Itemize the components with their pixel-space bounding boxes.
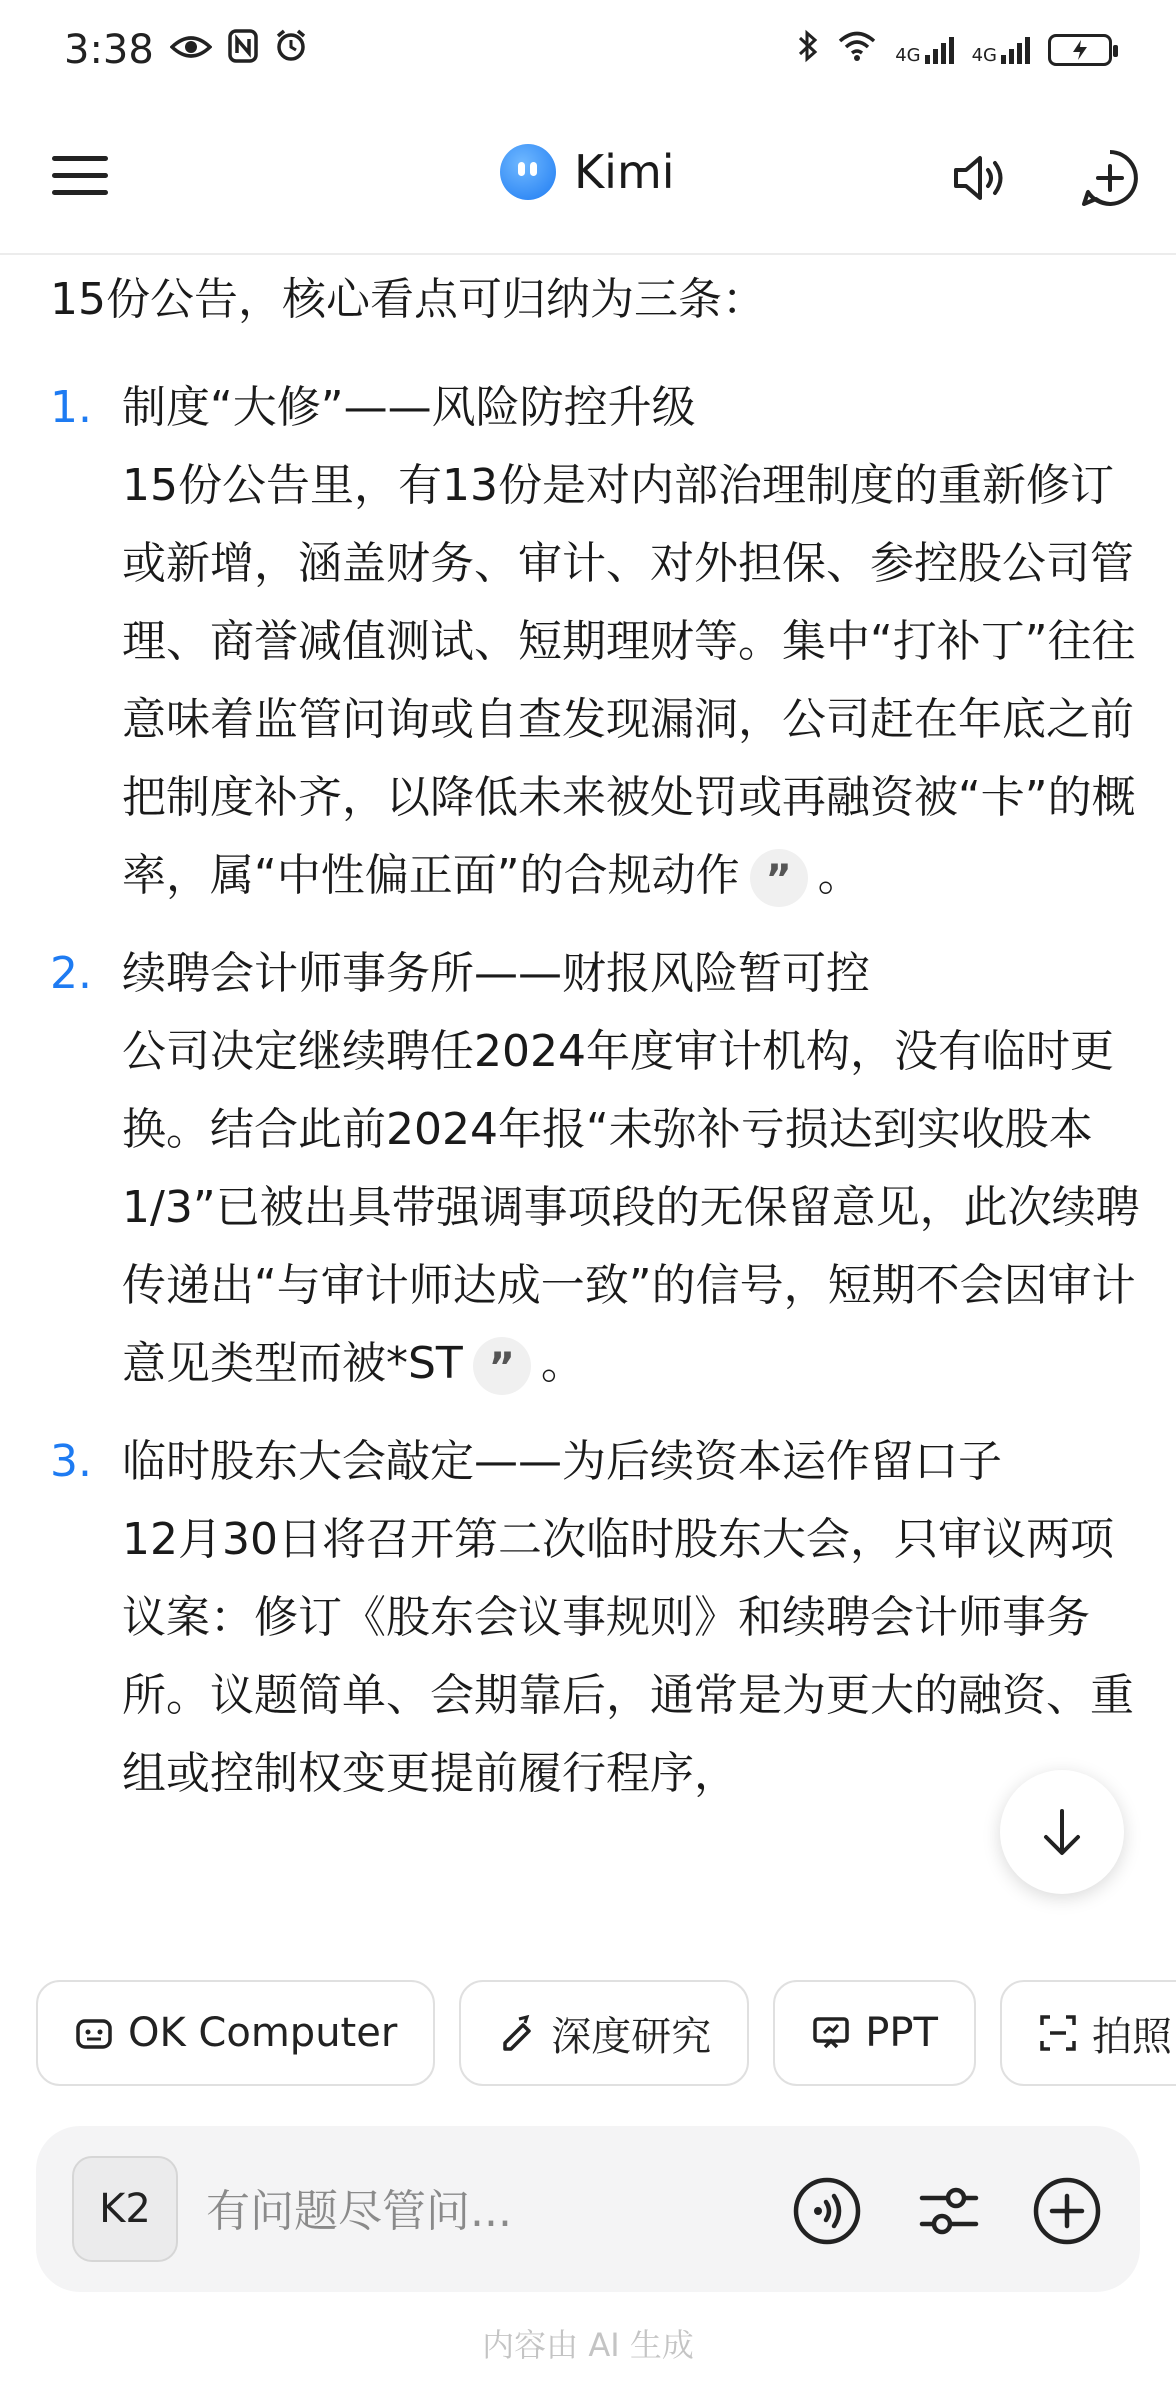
ppt-icon: [811, 2013, 851, 2053]
wifi-icon: [837, 30, 877, 71]
chip-label: 深度研究: [551, 2013, 712, 2060]
arrow-down-icon: [1040, 1807, 1084, 1857]
chip-deep-research[interactable]: [459, 1980, 749, 2086]
list-item: [50, 1423, 1140, 1813]
chip-ok-computer[interactable]: [36, 1980, 435, 2086]
robot-icon: [74, 2013, 114, 2053]
item-text-wrap: [122, 447, 1140, 915]
menu-icon: [52, 156, 108, 195]
app-header: [0, 100, 1176, 255]
chip-ppt[interactable]: [773, 1980, 976, 2086]
bluetooth-icon: [797, 28, 819, 73]
alarm-icon: [274, 27, 308, 73]
citation-icon[interactable]: ”: [750, 849, 808, 907]
brand: [500, 144, 675, 200]
voice-button[interactable]: [792, 2176, 862, 2246]
citation-icon[interactable]: ”: [473, 1337, 531, 1395]
research-icon: [497, 2013, 537, 2053]
attach-button[interactable]: [1032, 2176, 1102, 2246]
item-heading: 续聘会计师事务所——财报风险暂可控: [122, 948, 870, 999]
voice-wave-icon: [792, 2176, 862, 2246]
new-chat-icon: [1080, 148, 1140, 208]
message-intro: 15份公告，核心看点可归纳为三条：: [50, 274, 766, 325]
status-left: [64, 27, 308, 73]
item-number: 1.: [50, 382, 92, 433]
item-text-wrap: [122, 1013, 1140, 1403]
signal-4g-icon: 4G: [895, 35, 953, 65]
new-chat-button[interactable]: [1080, 148, 1140, 208]
settings-button[interactable]: [914, 2176, 984, 2246]
item-end: 。: [817, 850, 862, 901]
chip-label: PPT: [865, 2010, 938, 2056]
scroll-to-bottom-button[interactable]: [1000, 1770, 1124, 1894]
menu-button[interactable]: [52, 148, 108, 204]
app-title: Kimi: [574, 145, 675, 199]
item-body: [122, 935, 1140, 1403]
chip-label: OK Computer: [128, 2010, 398, 2056]
message-input[interactable]: [204, 2170, 768, 2252]
scan-icon: [1038, 2013, 1078, 2053]
signal-4g-icon: 4G: [972, 35, 1030, 65]
item-text: 公司决定继续聘任2024年度审计机构，没有临时更换。结合此前2024年报“未弥补亏损达到实收股本1/3”已被出具带强调事项段的无保留意见，此次续聘传递出“与审计师达成一致”的信号，短期不会因审计意见类型而被*ST: [122, 1026, 1140, 1389]
eye-icon: [170, 30, 212, 71]
item-text: 12月30日将召开第二次临时股东大会，只审议两项议案：修订《股东会议事规则》和续聘会计师事务所。议题简单、会期靠后，通常是为更大的融资、重组或控制权变更提前履行程序，: [122, 1514, 1134, 1799]
list-item: [50, 369, 1140, 915]
status-right: [797, 28, 1112, 73]
kimi-logo-icon: [500, 144, 556, 200]
assistant-message: [50, 255, 1140, 1950]
item-heading: 制度“大修”——风险防控升级: [122, 382, 696, 433]
speaker-icon: [948, 148, 1008, 208]
model-selector[interactable]: K2: [72, 2156, 178, 2262]
item-heading: 临时股东大会敲定——为后续资本运作留口子: [122, 1436, 1002, 1487]
item-number: 3.: [50, 1436, 92, 1487]
item-body: [122, 369, 1140, 915]
sliders-icon: [914, 2176, 984, 2246]
item-end: 。: [540, 1338, 585, 1389]
feature-chips: [36, 1980, 1176, 2086]
plus-circle-icon: [1032, 2176, 1102, 2246]
list-item: [50, 935, 1140, 1403]
item-number: 2.: [50, 948, 92, 999]
status-bar: [0, 0, 1176, 100]
speaker-button[interactable]: [948, 148, 1008, 208]
item-body: [122, 1423, 1140, 1813]
input-bar: [36, 2126, 1140, 2292]
ai-disclaimer: 内容由 AI 生成: [482, 2326, 694, 2364]
item-text: 15份公告里，有13份是对内部治理制度的重新修订或新增，涵盖财务、审计、对外担保、参控股公司管理、商誉减值测试、短期理财等。集中“打补丁”往往意味着监管问询或自查发现漏洞，公司赶在年底之前把制度补齐，以降低未来被处罚或再融资被“卡”的概率，属“中性偏正面”的合规动作: [122, 460, 1136, 901]
chip-photo[interactable]: [1000, 1980, 1176, 2086]
chip-label: 拍照: [1091, 2013, 1172, 2060]
battery-charging-icon: [1048, 34, 1112, 66]
nfc-icon: [228, 27, 258, 73]
status-time: 3:38: [64, 27, 154, 73]
